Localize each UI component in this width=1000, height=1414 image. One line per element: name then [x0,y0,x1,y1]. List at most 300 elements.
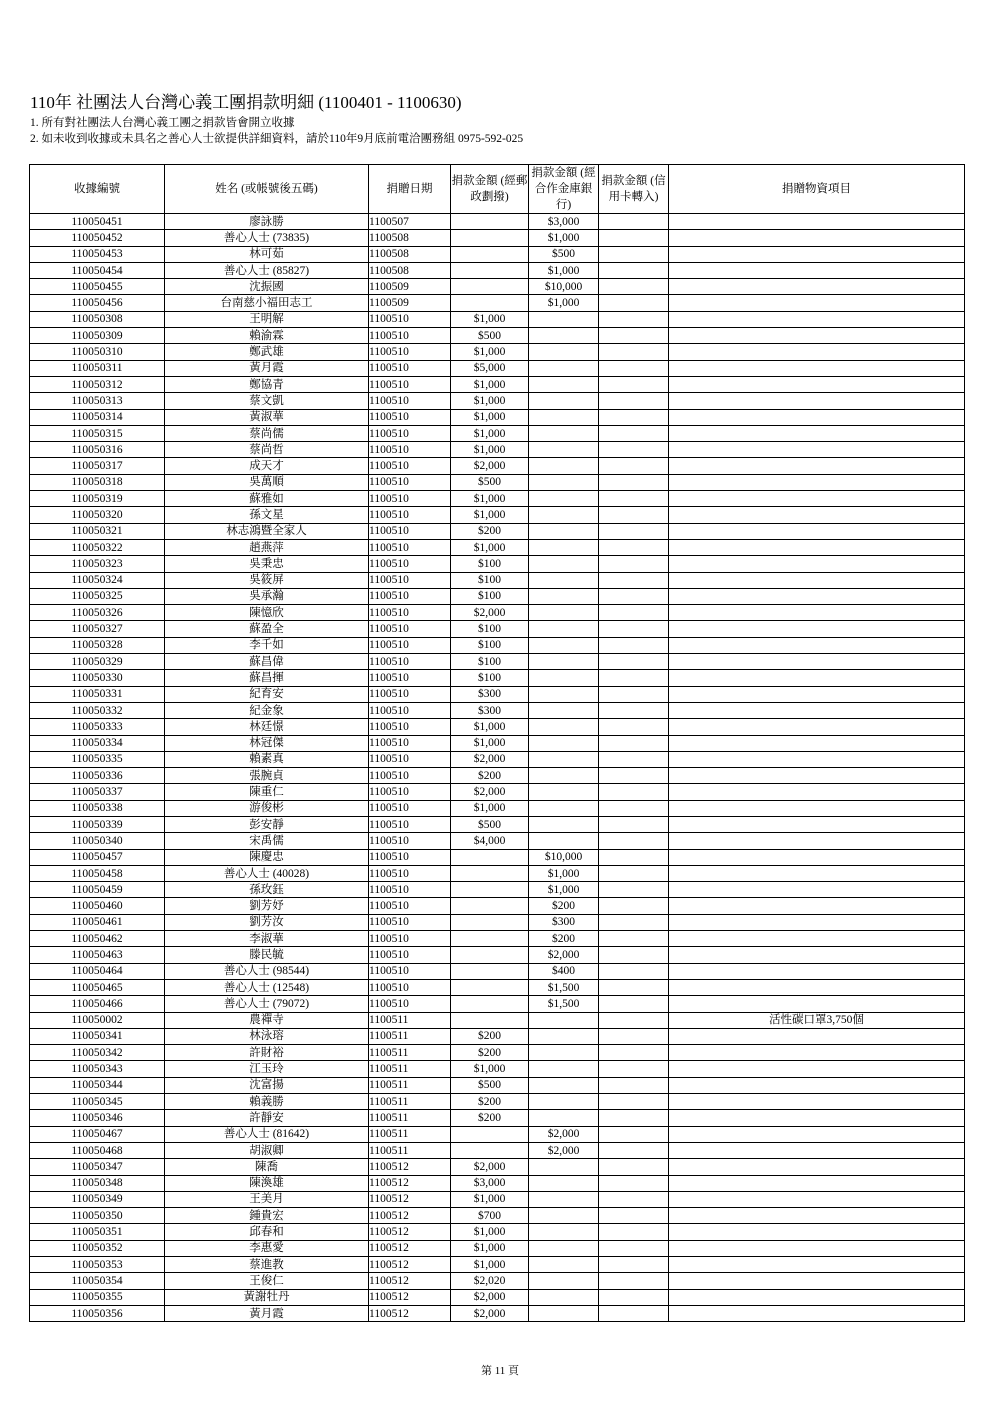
cell-amount-credit-card [599,914,669,930]
cell-donor-name: 鄭協青 [165,376,369,392]
cell-donor-name: 王明解 [165,311,369,327]
cell-donor-name: 賴素真 [165,751,369,767]
cell-donation-date: 1100510 [369,898,451,914]
cell-amount-bank: $1,000 [529,882,599,898]
cell-amount-bank [529,572,599,588]
cell-amount-postal: $2,000 [451,1305,529,1321]
cell-donation-date: 1100510 [369,328,451,344]
cell-donated-goods [669,1094,965,1110]
cell-receipt-no: 110050311 [30,360,165,376]
cell-receipt-no: 110050320 [30,507,165,523]
cell-donor-name: 林冠傑 [165,735,369,751]
cell-amount-bank: $1,000 [529,230,599,246]
cell-amount-credit-card [599,670,669,686]
cell-amount-credit-card [599,605,669,621]
cell-receipt-no: 110050454 [30,262,165,278]
cell-amount-credit-card [599,1061,669,1077]
cell-amount-postal: $300 [451,686,529,702]
table-row [30,947,965,963]
cell-receipt-no: 110050331 [30,686,165,702]
cell-donation-date: 1100510 [369,588,451,604]
cell-amount-postal: $100 [451,556,529,572]
cell-donation-date: 1100511 [369,1012,451,1028]
cell-amount-bank [529,1077,599,1093]
cell-receipt-no: 110050330 [30,670,165,686]
cell-donation-date: 1100510 [369,865,451,881]
table-row [30,360,965,376]
cell-amount-postal: $500 [451,328,529,344]
cell-donor-name: 陳喬 [165,1159,369,1175]
cell-receipt-no: 110050343 [30,1061,165,1077]
cell-amount-credit-card [599,1273,669,1289]
table-row [30,686,965,702]
cell-amount-bank: $10,000 [529,279,599,295]
cell-amount-credit-card [599,474,669,490]
cell-donated-goods [669,963,965,979]
cell-amount-bank: $2,000 [529,947,599,963]
cell-amount-bank [529,1305,599,1321]
cell-donor-name: 蘇昌偉 [165,654,369,670]
cell-donated-goods [669,393,965,409]
cell-receipt-no: 110050350 [30,1208,165,1224]
cell-amount-credit-card [599,425,669,441]
table-row [30,262,965,278]
cell-amount-postal: $1,000 [451,376,529,392]
cell-amount-postal [451,1126,529,1142]
cell-amount-bank: $2,000 [529,1142,599,1158]
cell-donor-name: 黃謝牡丹 [165,1289,369,1305]
table-row [30,556,965,572]
table-row [30,719,965,735]
cell-donor-name: 孫玫鈺 [165,882,369,898]
note-receipt: 1. 所有對社團法人台灣心義工團之捐款皆會開立收據 [30,117,295,129]
cell-receipt-no: 110050341 [30,1028,165,1044]
table-row [30,1289,965,1305]
cell-donor-name: 李千如 [165,637,369,653]
table-row [30,784,965,800]
cell-donor-name: 紀金象 [165,702,369,718]
cell-donated-goods [669,865,965,881]
cell-donation-date: 1100510 [369,654,451,670]
cell-donated-goods [669,214,965,230]
cell-amount-bank [529,784,599,800]
cell-donated-goods [669,931,965,947]
cell-receipt-no: 110050348 [30,1175,165,1191]
cell-donation-date: 1100512 [369,1257,451,1273]
cell-amount-credit-card [599,931,669,947]
cell-donation-date: 1100509 [369,295,451,311]
table-row [30,1045,965,1061]
cell-amount-bank [529,556,599,572]
cell-amount-postal: $1,000 [451,491,529,507]
cell-receipt-no: 110050327 [30,621,165,637]
cell-receipt-no: 110050346 [30,1110,165,1126]
cell-donated-goods [669,1126,965,1142]
cell-amount-credit-card [599,214,669,230]
cell-donation-date: 1100510 [369,979,451,995]
cell-donor-name: 陳渙雄 [165,1175,369,1191]
cell-amount-bank [529,1191,599,1207]
cell-donation-date: 1100508 [369,262,451,278]
table-row [30,295,965,311]
cell-donor-name: 吳筱屏 [165,572,369,588]
table-row [30,1110,965,1126]
cell-donation-date: 1100510 [369,784,451,800]
table-row [30,1126,965,1142]
cell-donor-name: 蔡尚哲 [165,442,369,458]
cell-donation-date: 1100510 [369,572,451,588]
cell-donation-date: 1100510 [369,849,451,865]
cell-receipt-no: 110050310 [30,344,165,360]
cell-amount-bank [529,474,599,490]
cell-receipt-no: 110050462 [30,931,165,947]
table-row [30,588,965,604]
cell-amount-credit-card [599,311,669,327]
cell-receipt-no: 110050323 [30,556,165,572]
cell-amount-bank [529,491,599,507]
cell-donated-goods [669,1028,965,1044]
cell-receipt-no: 110050326 [30,605,165,621]
cell-donor-name: 林廷憬 [165,719,369,735]
cell-donor-name: 許財裕 [165,1045,369,1061]
table-row [30,1240,965,1256]
cell-donor-name: 沈振國 [165,279,369,295]
cell-amount-credit-card [599,784,669,800]
cell-donated-goods [669,1175,965,1191]
cell-amount-bank: $2,000 [529,1126,599,1142]
cell-amount-credit-card [599,409,669,425]
table-row [30,311,965,327]
cell-donated-goods [669,719,965,735]
cell-receipt-no: 110050334 [30,735,165,751]
cell-receipt-no: 110050455 [30,279,165,295]
cell-amount-postal: $100 [451,637,529,653]
cell-amount-postal: $2,000 [451,751,529,767]
cell-amount-credit-card [599,833,669,849]
cell-receipt-no: 110050319 [30,491,165,507]
cell-receipt-no: 110050354 [30,1273,165,1289]
cell-donated-goods [669,833,965,849]
cell-donor-name: 張腕貞 [165,768,369,784]
cell-donation-date: 1100510 [369,491,451,507]
cell-receipt-no: 110050457 [30,849,165,865]
cell-amount-postal [451,230,529,246]
cell-amount-postal: $2,000 [451,458,529,474]
cell-amount-bank [529,816,599,832]
cell-donated-goods [669,800,965,816]
cell-donation-date: 1100512 [369,1175,451,1191]
cell-amount-bank: $400 [529,963,599,979]
cell-donor-name: 胡淑卿 [165,1142,369,1158]
cell-amount-credit-card [599,1142,669,1158]
table-row [30,768,965,784]
cell-amount-credit-card [599,1240,669,1256]
cell-amount-postal [451,882,529,898]
cell-donation-date: 1100510 [369,833,451,849]
cell-donation-date: 1100511 [369,1110,451,1126]
cell-amount-credit-card [599,1126,669,1142]
cell-amount-credit-card [599,702,669,718]
header-amount-credit-card: 捐款金額 (信用卡轉入) [599,165,669,214]
cell-receipt-no: 110050464 [30,963,165,979]
cell-amount-postal: $1,000 [451,800,529,816]
cell-amount-credit-card [599,442,669,458]
cell-amount-postal [451,996,529,1012]
cell-donor-name: 黃月霞 [165,360,369,376]
cell-amount-postal: $200 [451,1094,529,1110]
table-row [30,914,965,930]
cell-amount-credit-card [599,523,669,539]
cell-amount-postal: $1,000 [451,507,529,523]
cell-donated-goods [669,1305,965,1321]
cell-donor-name: 宋禹儒 [165,833,369,849]
cell-amount-credit-card [599,588,669,604]
cell-amount-bank [529,1289,599,1305]
cell-amount-credit-card [599,865,669,881]
cell-donation-date: 1100510 [369,605,451,621]
cell-donation-date: 1100510 [369,507,451,523]
cell-amount-postal: $100 [451,572,529,588]
cell-amount-credit-card [599,246,669,262]
cell-donated-goods [669,572,965,588]
cell-receipt-no: 110050456 [30,295,165,311]
cell-amount-postal [451,279,529,295]
cell-donated-goods [669,246,965,262]
cell-receipt-no: 110050463 [30,947,165,963]
cell-receipt-no: 110050461 [30,914,165,930]
cell-donated-goods [669,849,965,865]
cell-donor-name: 王俊仁 [165,1273,369,1289]
cell-amount-bank [529,442,599,458]
table-row [30,800,965,816]
cell-donor-name: 蔡進教 [165,1257,369,1273]
cell-donated-goods [669,344,965,360]
cell-receipt-no: 110050002 [30,1012,165,1028]
cell-amount-credit-card [599,768,669,784]
cell-amount-postal: $200 [451,523,529,539]
cell-donation-date: 1100510 [369,425,451,441]
cell-donated-goods [669,507,965,523]
cell-donation-date: 1100510 [369,719,451,735]
table-row [30,1175,965,1191]
cell-donor-name: 王美月 [165,1191,369,1207]
cell-amount-bank [529,360,599,376]
cell-amount-postal: $100 [451,654,529,670]
cell-amount-postal [451,246,529,262]
cell-receipt-no: 110050337 [30,784,165,800]
cell-receipt-no: 110050339 [30,816,165,832]
cell-donation-date: 1100510 [369,376,451,392]
cell-amount-postal: $4,000 [451,833,529,849]
cell-amount-postal: $500 [451,1077,529,1093]
cell-donor-name: 吳萬順 [165,474,369,490]
cell-receipt-no: 110050325 [30,588,165,604]
cell-amount-postal: $100 [451,670,529,686]
cell-receipt-no: 110050458 [30,865,165,881]
cell-amount-credit-card [599,637,669,653]
cell-donation-date: 1100508 [369,230,451,246]
table-row [30,996,965,1012]
cell-amount-credit-card [599,751,669,767]
cell-receipt-no: 110050352 [30,1240,165,1256]
cell-amount-postal: $2,000 [451,1159,529,1175]
cell-amount-postal: $100 [451,621,529,637]
cell-amount-postal: $700 [451,1208,529,1224]
cell-amount-credit-card [599,849,669,865]
cell-donated-goods [669,784,965,800]
table-row [30,523,965,539]
table-row [30,474,965,490]
cell-amount-postal [451,1012,529,1028]
cell-amount-credit-card [599,344,669,360]
cell-amount-bank [529,1012,599,1028]
cell-receipt-no: 110050465 [30,979,165,995]
cell-donated-goods [669,816,965,832]
cell-amount-credit-card [599,1224,669,1240]
cell-amount-bank: $10,000 [529,849,599,865]
cell-amount-bank [529,1273,599,1289]
cell-receipt-no: 110050344 [30,1077,165,1093]
cell-receipt-no: 110050466 [30,996,165,1012]
cell-donated-goods [669,523,965,539]
cell-donor-name: 農禪寺 [165,1012,369,1028]
cell-donation-date: 1100510 [369,996,451,1012]
cell-donor-name: 吳承瀚 [165,588,369,604]
cell-donation-date: 1100510 [369,751,451,767]
cell-amount-postal [451,1142,529,1158]
table-row [30,230,965,246]
cell-amount-bank [529,1159,599,1175]
cell-amount-credit-card [599,1208,669,1224]
header-receipt-no: 收據編號 [30,165,165,214]
cell-amount-postal: $1,000 [451,1191,529,1207]
cell-donated-goods [669,262,965,278]
cell-donated-goods [669,621,965,637]
cell-amount-credit-card [599,1305,669,1321]
cell-amount-bank: $1,000 [529,865,599,881]
cell-receipt-no: 110050353 [30,1257,165,1273]
cell-receipt-no: 110050333 [30,719,165,735]
cell-amount-bank [529,539,599,555]
cell-amount-credit-card [599,376,669,392]
cell-receipt-no: 110050452 [30,230,165,246]
header-donated-goods: 捐贈物資項目 [669,165,965,214]
cell-amount-bank [529,1094,599,1110]
cell-amount-credit-card [599,947,669,963]
page-number: 第 11 頁 [480,1365,520,1377]
cell-donor-name: 黃月霞 [165,1305,369,1321]
cell-amount-credit-card [599,816,669,832]
cell-receipt-no: 110050317 [30,458,165,474]
cell-donor-name: 善心人士 (79072) [165,996,369,1012]
cell-receipt-no: 110050324 [30,572,165,588]
cell-amount-postal: $1,000 [451,539,529,555]
cell-donated-goods [669,425,965,441]
cell-donor-name: 台南慈小福田志工 [165,295,369,311]
header-donation-date: 捐贈日期 [369,165,451,214]
cell-amount-bank [529,768,599,784]
cell-donor-name: 紀育安 [165,686,369,702]
cell-amount-bank [529,1061,599,1077]
cell-amount-postal: $200 [451,1110,529,1126]
cell-amount-credit-card [599,556,669,572]
cell-donated-goods [669,1077,965,1093]
cell-amount-bank [529,637,599,653]
cell-amount-postal: $2,000 [451,1289,529,1305]
cell-amount-bank [529,1208,599,1224]
cell-receipt-no: 110050312 [30,376,165,392]
cell-amount-credit-card [599,686,669,702]
cell-donor-name: 成天才 [165,458,369,474]
cell-amount-bank: $200 [529,931,599,947]
cell-amount-bank [529,1240,599,1256]
cell-donation-date: 1100512 [369,1208,451,1224]
cell-receipt-no: 110050467 [30,1126,165,1142]
cell-donor-name: 趙燕萍 [165,539,369,555]
cell-receipt-no: 110050335 [30,751,165,767]
cell-donated-goods [669,1045,965,1061]
cell-donated-goods [669,670,965,686]
cell-donor-name: 許靜安 [165,1110,369,1126]
cell-amount-bank [529,751,599,767]
cell-donation-date: 1100510 [369,768,451,784]
table-row [30,1012,965,1028]
table-row [30,1257,965,1273]
cell-amount-bank [529,409,599,425]
table-row [30,1191,965,1207]
cell-donated-goods: 活性碳口罩3,750個 [669,1012,965,1028]
cell-amount-bank [529,621,599,637]
cell-amount-credit-card [599,621,669,637]
cell-amount-bank [529,719,599,735]
cell-receipt-no: 110050336 [30,768,165,784]
table-row [30,751,965,767]
cell-donor-name: 劉芳汝 [165,914,369,930]
cell-donor-name: 江玉玲 [165,1061,369,1077]
cell-receipt-no: 110050340 [30,833,165,849]
cell-receipt-no: 110050347 [30,1159,165,1175]
table-row [30,1305,965,1321]
cell-amount-postal: $200 [451,1028,529,1044]
table-body [30,214,965,1322]
table-row [30,833,965,849]
cell-donor-name: 善心人士 (73835) [165,230,369,246]
cell-amount-postal [451,979,529,995]
cell-amount-bank: $300 [529,914,599,930]
cell-amount-postal: $1,000 [451,735,529,751]
cell-amount-credit-card [599,1159,669,1175]
cell-donation-date: 1100510 [369,442,451,458]
cell-donor-name: 蘇盈全 [165,621,369,637]
cell-amount-credit-card [599,507,669,523]
table-row [30,1142,965,1158]
table-row [30,605,965,621]
cell-donation-date: 1100511 [369,1077,451,1093]
cell-donation-date: 1100510 [369,816,451,832]
header-amount-postal: 捐款金額 (經郵政劃撥) [451,165,529,214]
cell-amount-credit-card [599,979,669,995]
cell-amount-postal: $1,000 [451,425,529,441]
cell-amount-postal: $2,020 [451,1273,529,1289]
cell-amount-postal: $1,000 [451,1240,529,1256]
cell-receipt-no: 110050315 [30,425,165,441]
cell-amount-postal: $1,000 [451,393,529,409]
cell-donor-name: 邱春和 [165,1224,369,1240]
cell-donor-name: 善心人士 (98544) [165,963,369,979]
cell-amount-postal: $100 [451,588,529,604]
cell-amount-credit-card [599,360,669,376]
cell-amount-bank [529,1224,599,1240]
